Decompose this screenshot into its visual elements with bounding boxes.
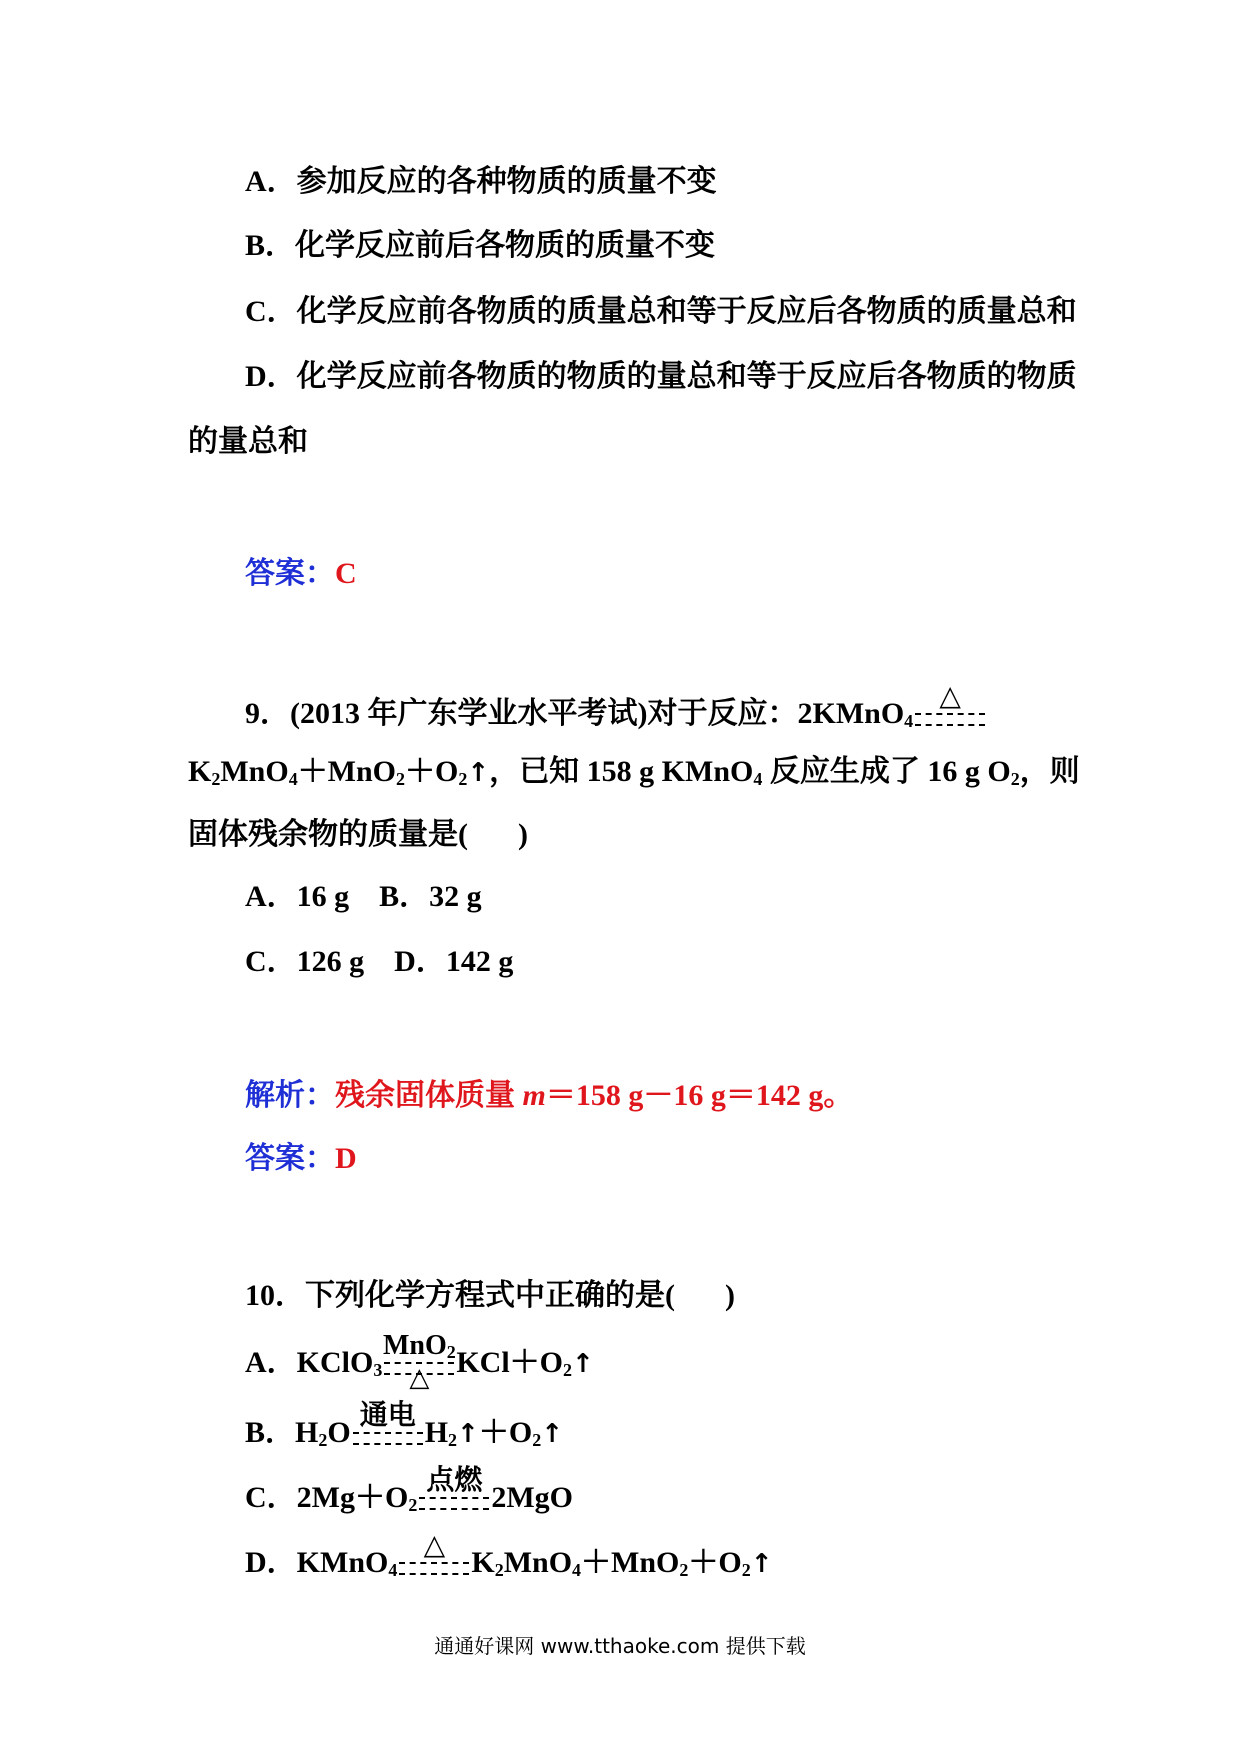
heat-symbol: △ bbox=[939, 681, 961, 712]
text: ＋MnO bbox=[581, 1546, 680, 1579]
text: MnO bbox=[503, 1546, 573, 1579]
subscript: 4 bbox=[904, 711, 914, 731]
subscript: 2 bbox=[741, 1560, 751, 1580]
condition-text: 通电 bbox=[359, 1400, 416, 1431]
text: ，已知 158 g KMnO bbox=[489, 755, 754, 788]
subscript: 4 bbox=[388, 1560, 398, 1580]
text: 2MgO bbox=[491, 1481, 573, 1514]
subscript: 3 bbox=[373, 1360, 383, 1380]
catalyst: MnO$_2$ bbox=[382, 1330, 456, 1362]
text: O bbox=[327, 1416, 351, 1449]
subscript: 2 bbox=[396, 769, 406, 789]
reaction-condition bbox=[417, 1465, 491, 1518]
text: ) bbox=[725, 1279, 735, 1312]
q8-option-a: A．参加反应的各种物质的质量不变 bbox=[245, 165, 717, 198]
text: ＋O bbox=[405, 755, 459, 788]
text: 反应生成了 16 g O bbox=[762, 755, 1011, 788]
q8-option-b: B．化学反应前后各物质的质量不变 bbox=[245, 229, 716, 262]
heat-symbol: △ bbox=[409, 1363, 430, 1392]
up-arrow-icon: ↑ bbox=[541, 1419, 563, 1449]
text: A．KClO bbox=[245, 1346, 374, 1379]
text: ＋MnO bbox=[297, 755, 397, 788]
text: ＋O bbox=[478, 1416, 533, 1449]
text: KCl＋O bbox=[456, 1346, 564, 1379]
q9-options-ab: A．16 g B．32 g bbox=[245, 880, 482, 913]
subscript: 2 bbox=[1010, 769, 1020, 789]
text: H bbox=[424, 1416, 449, 1449]
text: ，则 bbox=[1019, 755, 1080, 788]
text: ) bbox=[518, 818, 528, 851]
subscript: 2 bbox=[458, 769, 468, 789]
text: K bbox=[188, 755, 212, 788]
q10-option-a bbox=[245, 1330, 594, 1392]
subscript: 2 bbox=[494, 1560, 504, 1580]
q9-stem-line3 bbox=[188, 815, 528, 855]
answer-value: C bbox=[335, 557, 357, 590]
q9-answer bbox=[245, 1139, 357, 1179]
reaction-condition bbox=[382, 1330, 456, 1392]
reaction-condition bbox=[913, 681, 987, 734]
footer-credit: 通通好课网 www.tthaoke.com 提供下载 bbox=[434, 1634, 806, 1658]
up-arrow-icon: ↑ bbox=[572, 1349, 594, 1379]
q8-answer bbox=[245, 554, 357, 594]
text: 固体残余物的质量是( bbox=[188, 818, 468, 851]
analysis-label: 解析： bbox=[245, 1079, 335, 1112]
reaction-condition bbox=[397, 1530, 471, 1583]
q10-option-c bbox=[245, 1465, 573, 1518]
subscript: 2 bbox=[318, 1430, 328, 1450]
q10-stem bbox=[245, 1276, 735, 1316]
text: K bbox=[471, 1546, 495, 1579]
q9-prefix: 9．(2013 年广东学业水平考试)对于反应：2KMnO bbox=[245, 697, 905, 730]
analysis-formula: ＝158 g－16 g＝142 g。 bbox=[545, 1079, 854, 1112]
q9-analysis bbox=[245, 1076, 853, 1116]
text: B．H bbox=[245, 1416, 319, 1449]
q10-option-b bbox=[245, 1400, 563, 1454]
up-arrow-icon: ↑ bbox=[457, 1419, 479, 1449]
subscript: 2 bbox=[211, 769, 221, 789]
subscript: 4 bbox=[572, 1560, 582, 1580]
subscript: 2 bbox=[679, 1560, 689, 1580]
analysis-variable: m bbox=[522, 1079, 546, 1112]
q9-stem-line2 bbox=[188, 752, 1080, 793]
text: 10．下列化学方程式中正确的是( bbox=[245, 1279, 675, 1312]
heat-symbol: △ bbox=[423, 1530, 446, 1561]
text: D．KMnO bbox=[245, 1546, 389, 1579]
analysis-text: 残余固体质量 bbox=[335, 1079, 523, 1112]
q9-stem-line1 bbox=[245, 681, 987, 734]
q9-options-cd: C．126 g D．142 g bbox=[245, 945, 514, 978]
answer-label: 答案： bbox=[245, 557, 335, 590]
subscript: 4 bbox=[753, 769, 763, 789]
up-arrow-icon: ↑ bbox=[467, 758, 490, 788]
text: C．2Mg＋O bbox=[245, 1481, 409, 1514]
answer-value: D bbox=[335, 1142, 357, 1175]
q10-option-d bbox=[245, 1530, 773, 1584]
text: ＋O bbox=[688, 1546, 742, 1579]
text: MnO bbox=[220, 755, 289, 788]
subscript: 2 bbox=[408, 1495, 418, 1515]
subscript: 2 bbox=[563, 1360, 573, 1380]
subscript: 2 bbox=[448, 1430, 458, 1450]
answer-label: 答案： bbox=[245, 1142, 335, 1175]
reaction-condition bbox=[351, 1400, 425, 1453]
subscript: 2 bbox=[532, 1430, 542, 1450]
q8-option-d-line1: D．化学反应前各物质的物质的量总和等于反应后各物质的物质 bbox=[245, 360, 1077, 393]
q8-option-d-line2: 的量总和 bbox=[188, 425, 308, 458]
subscript: 4 bbox=[288, 769, 298, 789]
condition-text: 点燃 bbox=[426, 1465, 483, 1496]
q8-option-c: C．化学反应前各物质的质量总和等于反应后各物质的质量总和 bbox=[245, 295, 1077, 328]
up-arrow-icon: ↑ bbox=[750, 1549, 773, 1579]
